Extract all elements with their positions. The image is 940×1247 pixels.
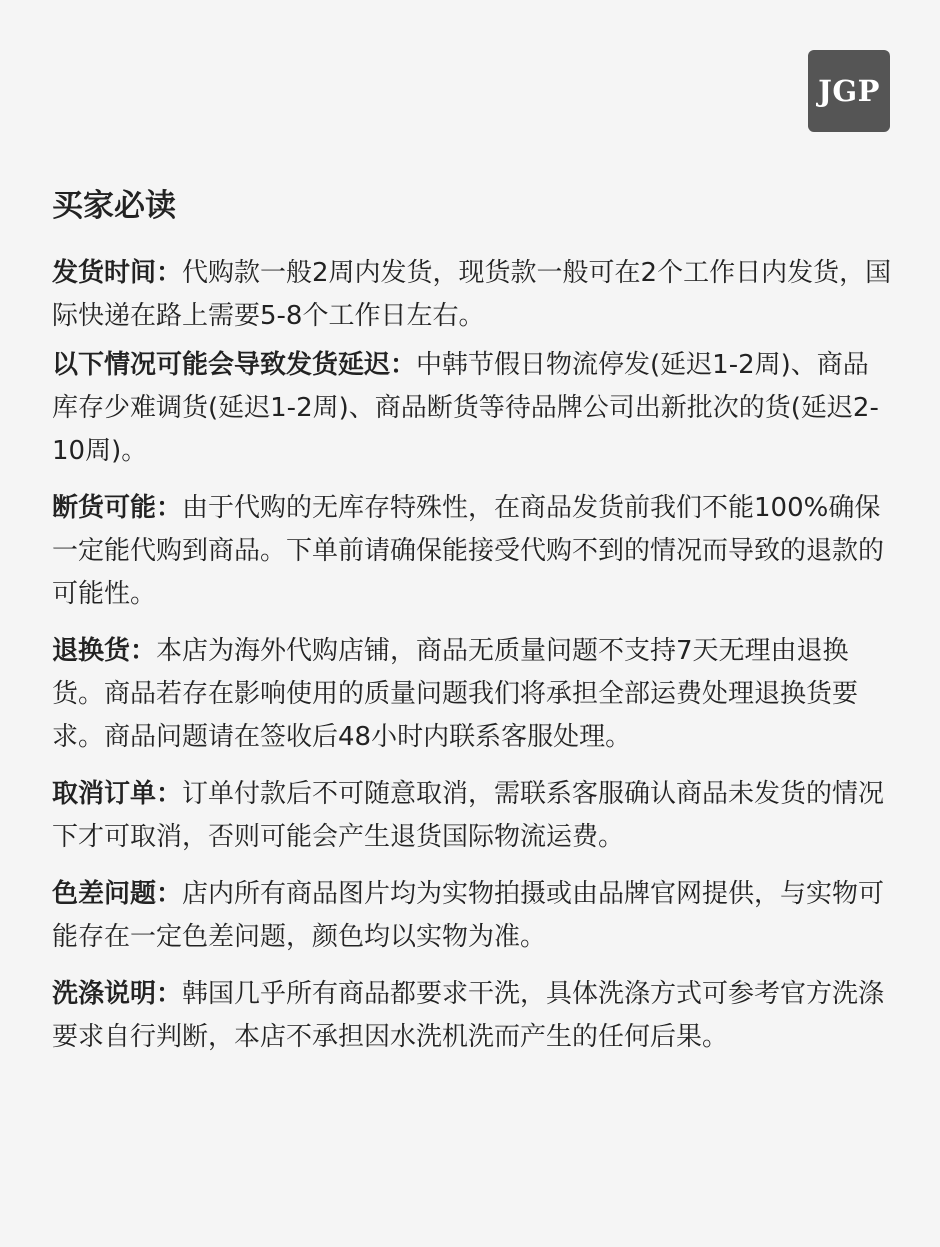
section-returns bbox=[52, 630, 892, 759]
section-text: 中韩节假日物流停发(延迟1-2周)、商品库存少难调货(延迟1-2周)、商品断货等待品牌公司出新批次的货(延迟2-10周)。 bbox=[52, 350, 879, 466]
section-text: 代购款一般2周内发货，现货款一般可在2个工作日内发货，国际快递在路上需要5-8个工作日左右。 bbox=[52, 258, 892, 331]
section-label: 以下情况可能会导致发货延迟： bbox=[52, 350, 417, 380]
section-text: 店内所有商品图片均为实物拍摄或由品牌官网提供，与实物可能存在一定色差问题，颜色均以实物为准。 bbox=[52, 879, 885, 952]
brand-logo bbox=[808, 50, 890, 132]
brand-logo-text: JGP bbox=[818, 74, 880, 108]
section-text: 韩国几乎所有商品都要求干洗，具体洗涤方式可参考官方洗涤要求自行判断，本店不承担因水洗机洗而产生的任何后果。 bbox=[52, 979, 885, 1052]
section-label: 发货时间： bbox=[52, 258, 183, 288]
section-text: 由于代购的无库存特殊性，在商品发货前我们不能100%确保一定能代购到商品。下单前请确保能接受代购不到的情况而导致的退款的可能性。 bbox=[52, 493, 885, 609]
section-washing-instructions bbox=[52, 973, 892, 1059]
buyer-notice bbox=[52, 180, 892, 1059]
section-cancel-order bbox=[52, 773, 892, 859]
section-label: 色差问题： bbox=[52, 879, 183, 909]
section-text: 订单付款后不可随意取消，需联系客服确认商品未发货的情况下才可取消，否则可能会产生退货国际物流运费。 bbox=[52, 779, 885, 852]
section-shipping-time bbox=[52, 252, 892, 338]
page-title: 买家必读 bbox=[52, 188, 176, 224]
section-label: 断货可能： bbox=[52, 493, 183, 523]
section-shipping-delay bbox=[52, 344, 892, 473]
section-text: 本店为海外代购店铺，商品无质量问题不支持7天无理由退换货。商品若存在影响使用的质量问题我们将承担全部运费处理退换货要求。商品问题请在签收后48小时内联系客服处理。 bbox=[52, 636, 859, 752]
section-label: 退换货： bbox=[52, 636, 157, 666]
section-label: 洗涤说明： bbox=[52, 979, 183, 1009]
section-label: 取消订单： bbox=[52, 779, 183, 809]
section-color-difference bbox=[52, 873, 892, 959]
section-out-of-stock bbox=[52, 487, 892, 616]
